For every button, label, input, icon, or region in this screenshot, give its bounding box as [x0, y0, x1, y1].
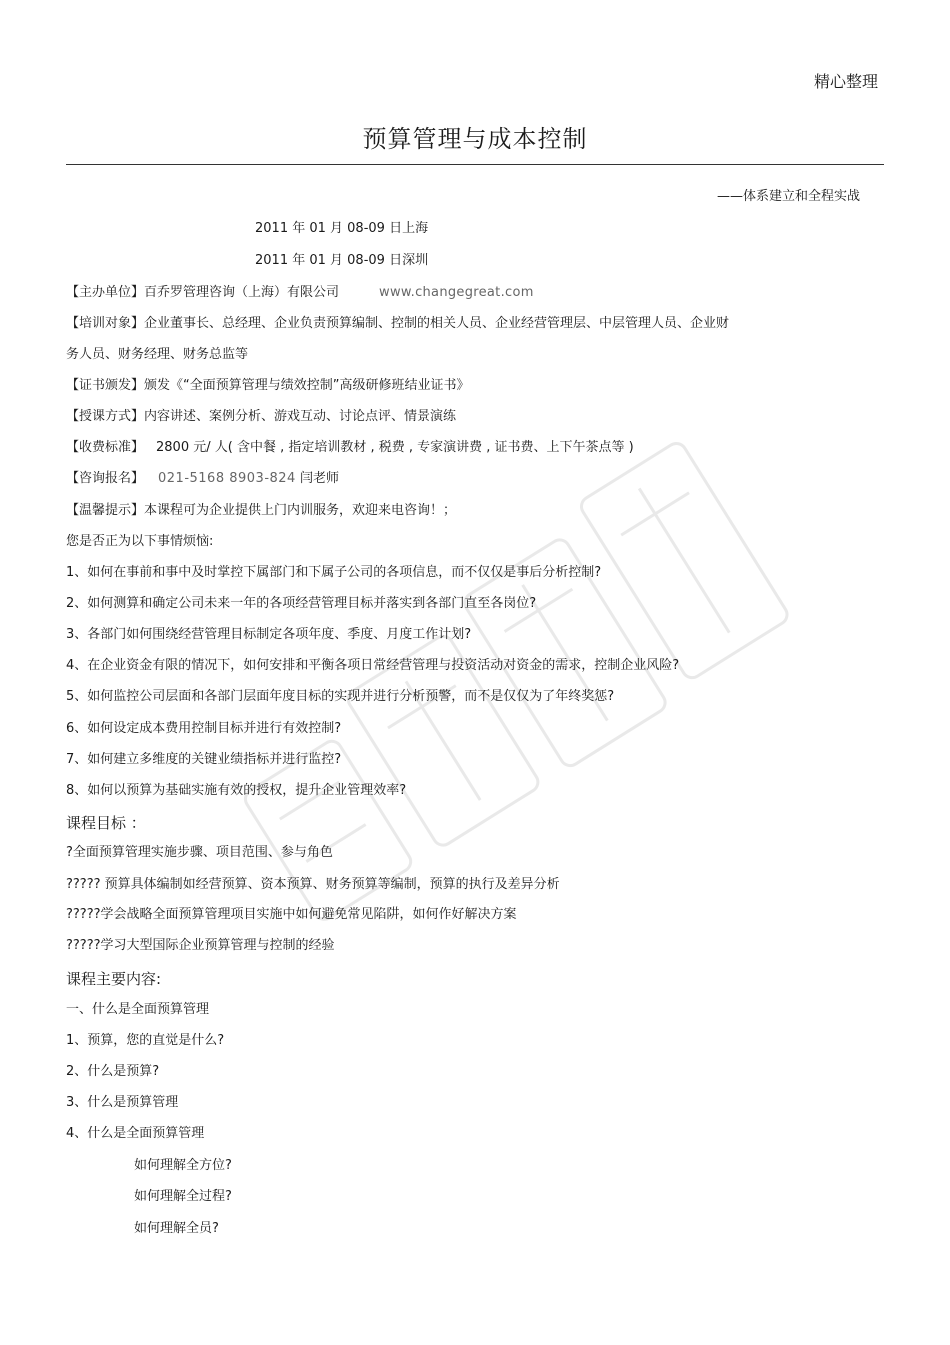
- sub-item: 如何理解全员?: [134, 1221, 219, 1236]
- question-item: 3、各部门如何围绕经营管理目标制定各项年度、季度、月度工作计划?: [66, 627, 472, 642]
- sub-item: 如何理解全方位?: [134, 1158, 232, 1173]
- fee-label: 【收费标准】: [66, 440, 145, 455]
- goal-item: ?????学会战略全面预算管理项目实施中如何避免常见陷阱，如何作好解决方案: [66, 907, 517, 922]
- organizer-row: [66, 284, 534, 302]
- subtitle: ——体系建立和全程实战: [716, 189, 860, 204]
- tip-text: 本课程可为企业提供上门内训服务，欢迎来电咨询！；: [144, 503, 457, 518]
- organizer-text: 百乔罗管理咨询（上海）有限公司: [144, 285, 340, 300]
- goal-item: ????? 预算具体编制如经营预算、资本预算、财务预算等编制，预算的执行及差异分析: [66, 877, 560, 892]
- content-heading: 课程主要内容:: [66, 970, 162, 988]
- goal-item: ?全面预算管理实施步骤、项目范围、参与角色: [66, 845, 333, 860]
- audience-label: 【培训对象】: [66, 316, 145, 331]
- certificate-text: 颁发《“全面预算管理与绩效控制”高级研修班结业证书》: [144, 378, 470, 393]
- content-item: 3、什么是预算管理: [66, 1095, 179, 1110]
- question-item: 4、在企业资金有限的情况下，如何安排和平衡各项日常经营管理与投资活动对资金的需求，控制企业风险?: [66, 658, 680, 673]
- fee-row: [66, 439, 634, 457]
- tip-label: 【温馨提示】: [66, 503, 145, 518]
- question-item: 2、如何测算和确定公司未来一年的各项经营管理目标并落实到各部门直至各岗位?: [66, 596, 537, 611]
- content-item: 4、什么是全面预算管理: [66, 1126, 205, 1141]
- goal-item: ?????学习大型国际企业预算管理与控制的经验: [66, 938, 335, 953]
- certificate-label: 【证书颁发】: [66, 378, 145, 393]
- contact-person: 闫老师: [299, 471, 339, 486]
- tip-row: [66, 502, 456, 520]
- contact-row: [66, 470, 339, 488]
- content-item: 一、什么是全面预算管理: [66, 1002, 210, 1017]
- question-item: 8、如何以预算为基础实施有效的授权，提升企业管理效率?: [66, 783, 407, 798]
- goals-heading: 课程目标 ：: [66, 814, 146, 832]
- question-intro: 您是否正为以下事情烦恼:: [66, 534, 214, 549]
- audience-text: 企业董事长、总经理、企业负责预算编制、控制的相关人员、企业经营管理层、中层管理人员、企业财: [144, 316, 730, 331]
- page-title: 预算管理与成本控制: [362, 125, 588, 153]
- sub-item: 如何理解全过程?: [134, 1189, 232, 1204]
- question-item: 1、如何在事前和事中及时掌控下属部门和下属子公司的各项信息，而不仅仅是事后分析控制?: [66, 565, 602, 580]
- question-item: 5、如何监控公司层面和各部门层面年度目标的实现并进行分析预警，而不是仅仅为了年终奖惩?: [66, 689, 615, 704]
- content-item: 2、什么是预算?: [66, 1064, 160, 1079]
- method-row: [66, 408, 456, 426]
- contact-label: 【咨询报名】: [66, 471, 145, 486]
- certificate-row: [66, 377, 470, 395]
- organizer-label: 【主办单位】: [66, 285, 145, 300]
- date-line: 2011 年 01 月 08-09 日深圳: [255, 253, 429, 268]
- question-item: 7、如何建立多维度的关键业绩指标并进行监控?: [66, 752, 342, 767]
- content-item: 1、预算，您的直觉是什么?: [66, 1033, 225, 1048]
- method-text: 内容讲述、案例分析、游戏互动、讨论点评、情景演练: [144, 409, 457, 424]
- audience-row-continued: 务人员、财务经理、财务总监等: [66, 347, 249, 362]
- method-label: 【授课方式】: [66, 409, 145, 424]
- contact-phone: 021-5168 8903-824: [158, 471, 296, 486]
- audience-row: [66, 315, 729, 333]
- question-item: 6、如何设定成本费用控制目标并进行有效控制?: [66, 721, 342, 736]
- title-divider: [66, 164, 884, 165]
- website-link[interactable]: www.changegreat.com: [379, 285, 534, 300]
- fee-text: 2800 元/ 人( 含中餐 , 指定培训教材 , 税费 , 专家演讲费 , 证书费、上下午茶点等 ): [156, 440, 634, 455]
- date-line: 2011 年 01 月 08-09 日上海: [255, 221, 429, 236]
- header-label: 精心整理: [813, 72, 878, 91]
